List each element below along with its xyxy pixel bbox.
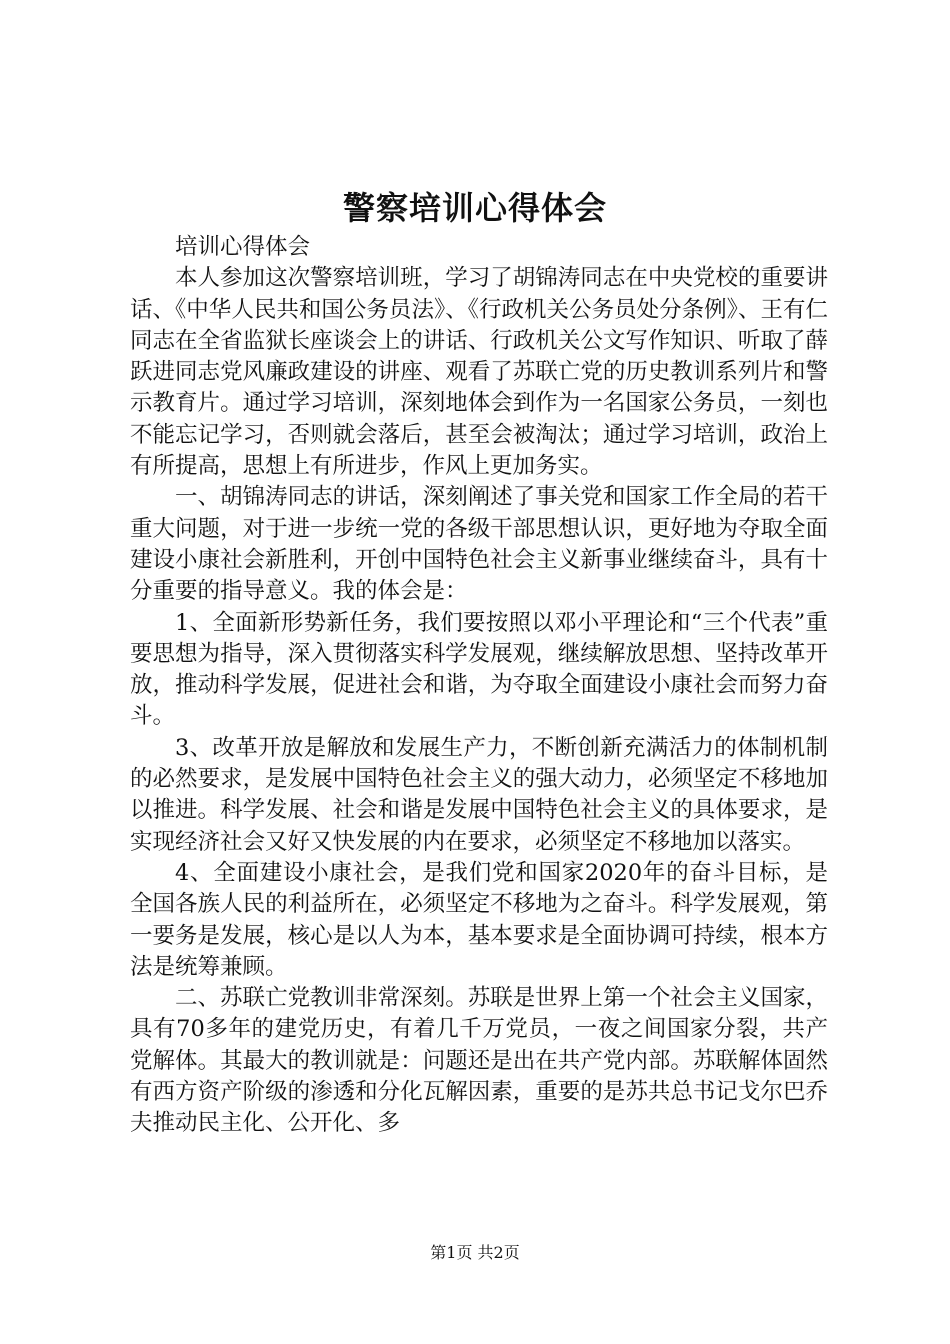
page-footer: 第1页 共2页 [430,1243,520,1262]
document-title: 警察培训心得体会 [342,189,607,227]
paragraph-point-1: 1、全面新形势新任务，我们要按照以邓小平理论和“三个代表”重要思想为指导，深入贯彻落实科学发展观，继续解放思想、坚持改革开放，推动科学发展，促进社会和谐，为夺取全面建设小康社会而努力奋斗。 [130,609,828,730]
paragraph-intro: 本人参加这次警察培训班，学习了胡锦涛同志在中央党校的重要讲话、《中华人民共和国公务员法》、《行政机关公务员处分条例》、王有仁同志在全省监狱长座谈会上的讲话、行政机关公文写作知识、听取了薛跃进同志党风廉政建设的讲座、观看了苏联亡党的历史教训系列片和警示教育片。通过学习培训，深刻地体会到作为一名国家公务员，一刻也不能忘记学习，否则就会落后，甚至会被淘汰；通过学习培训，政治上有所提高，思想上有所进步，作风上更加务实。 [130,265,828,480]
paragraph-section-two: 二、苏联亡党教训非常深刻。苏联是世界上第一个社会主义国家，具有70多年的建党历史，有着几千万党员，一夜之间国家分裂，共产党解体。其最大的教训就是：问题还是出在共产党内部。苏联解体固然有西方资产阶级的渗透和分化瓦解因素，重要的是苏共总书记戈尔巴乔夫推动民主化、公开化、多 [130,985,828,1137]
paragraph-point-4: 4、全面建设小康社会，是我们党和国家2020年的奋斗目标，是全国各族人民的利益所在，必须坚定不移地为之奋斗。科学发展观，第一要务是发展，核心是以人为本，基本要求是全面协调可持续，根本方法是统筹兼顾。 [130,859,828,980]
paragraph-section-one: 一、胡锦涛同志的讲话，深刻阐述了事关党和国家工作全局的若干重大问题，对于进一步统一党的各级干部思想认识，更好地为夺取全面建设小康社会新胜利，开创中国特色社会主义新事业继续奋斗，具有十分重要的指导意义。我的体会是： [130,484,828,605]
paragraph-point-3: 3、改革开放是解放和发展生产力，不断创新充满活力的体制机制的必然要求，是发展中国特色社会主义的强大动力，必须坚定不移地加以推进。科学发展、社会和谐是发展中国特色社会主义的具体要求，是实现经济社会又好又快发展的内在要求，必须坚定不移地加以落实。 [130,734,828,855]
document-body [130,232,828,1140]
paragraph-subtitle: 培训心得体会 [175,234,311,260]
